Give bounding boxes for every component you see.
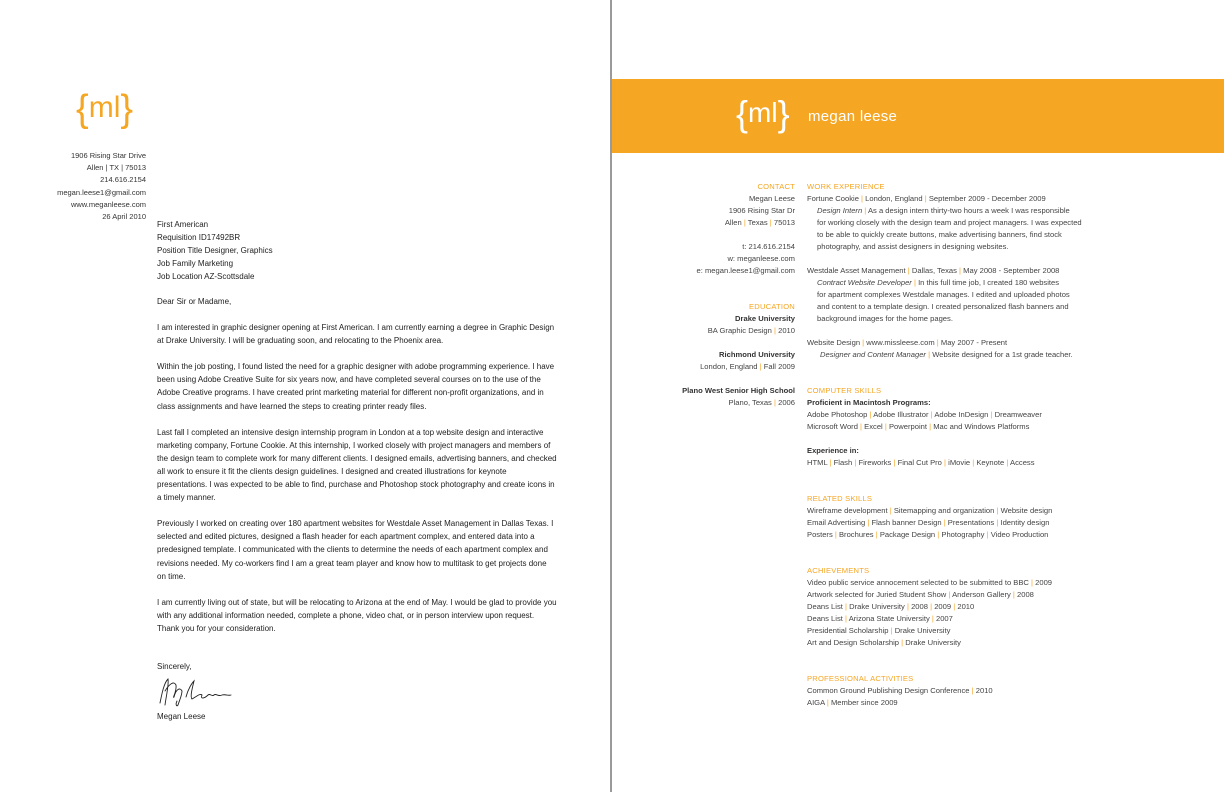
letter-date: 26 April 2010: [102, 212, 146, 222]
address-city: Allen | TX | 75013: [86, 163, 146, 173]
section-heading: RELATED SKILLS: [807, 494, 873, 503]
school-detail: London, England | Fall 2009: [700, 362, 795, 371]
address-phone: 214.616.2154: [100, 175, 146, 185]
skills-label: Proficient in Macintosh Programs:: [807, 398, 931, 407]
related-skills-section: [807, 493, 1107, 541]
achievement-item: Artwork selected for Juried Student Show | Anderson Gallery | 2008: [807, 590, 1034, 599]
address-email: megan.leese1@gmail.com: [57, 187, 146, 197]
recipient-line: Position Title Designer, Graphics: [157, 246, 273, 255]
resume-name: megan leese: [808, 108, 898, 125]
recipient-line: First American: [157, 220, 209, 229]
skills-line: Email Advertising | Flash banner Design | Presentations | Identity design: [807, 518, 1050, 527]
section-heading: CONTACT: [757, 182, 795, 191]
skills-label: Experience in:: [807, 446, 859, 455]
signature-image: [156, 675, 236, 709]
activity-item: AIGA | Member since 2009: [807, 698, 898, 707]
closing: Sincerely,: [157, 662, 192, 671]
salutation: Dear Sir or Madame,: [157, 297, 232, 306]
job-entry: Website Design | www.missleese.com | May 2007 - Present Designer and Content Manager | Website designed for a 1st grade teacher.: [807, 338, 1073, 359]
skills-line: HTML | Flash | Fireworks | Final Cut Pro | iMovie | Keynote | Access: [807, 458, 1035, 467]
work-experience-section: [807, 181, 1097, 373]
cover-letter-logo: {ml}: [76, 88, 134, 130]
school-name: Plano West Senior High School: [682, 386, 795, 395]
letter-paragraph: Last fall I completed an intensive design internship program in London at a top website design and interactive marketing company, Fortune Cookie. At this internship, I worked closely with project managers and members of the design team to complete work for many different clients. I designed emails, advertising banners, and checked all work to ensure it fit the clients design guidelines. I designed and created illustrations for keynote presentations. I was expected to be able to find, purchase and Photoshop stock photography and create icons in a timely manner.: [157, 427, 557, 503]
job-entry: Fortune Cookie | London, England | September 2009 - December 2009 Design Intern | As a design intern thirty-two hours a week I was responsible for working closely with the design team and project managers. I was expected to be able to quickly create buttons, make advertising banners, find stock photography, and assist designers in designing websites.: [807, 194, 1082, 251]
achievement-item: Deans List | Drake University | 2008 | 2009 | 2010: [807, 602, 975, 611]
letter-paragraph: Previously I worked on creating over 180 apartment websites for Westdale Asset Management in Dallas Texas. I selected and edited pictures, designed a flash header for each apartment complex, and entered data into a predesigned template. I communicated with the clients to determine the needs of each apartment complex and revisions needed. My co-workers find I am a great team player and know how to multitask to get projects done on time.: [157, 519, 554, 581]
achievement-item: Art and Design Scholarship | Drake University: [807, 638, 961, 647]
contact-name: Megan Leese: [748, 194, 795, 203]
recipient-line: Job Location AZ-Scottsdale: [157, 272, 255, 281]
computer-skills-section: [807, 385, 1107, 469]
letter-paragraph: I am interested in graphic designer opening at First American. I am currently earning a degree in Graphic Design at Drake University. I will be graduating soon, and relocating to the Phoenix area.: [157, 323, 555, 346]
contact-email: e: megan.leese1@gmail.com: [696, 266, 795, 275]
recipient-line: Job Family Marketing: [157, 259, 234, 268]
school-name: Drake University: [735, 314, 795, 323]
sender-address: [20, 150, 146, 223]
resume-logo: {ml}: [736, 93, 790, 134]
contact-phone: t: 214.616.2154: [742, 242, 795, 251]
section-heading: WORK EXPERIENCE: [807, 182, 885, 191]
letter-paragraph: Within the job posting, I found listed the need for a graphic designer with adobe programming experience. I have been using Adobe Creative Suite for six years now, and have completed several courses on to the use of the Adobe Creative programs. I have created print marketing material for different non-profit organizations, and in class assignments and have learned the steps to creating printer ready files.: [157, 362, 555, 411]
contact-web: w: meganleese.com: [727, 254, 795, 263]
section-heading: COMPUTER SKILLS: [807, 386, 882, 395]
section-heading: EDUCATION: [749, 302, 795, 311]
professional-activities-section: [807, 673, 1107, 709]
skills-line: Adobe Photoshop | Adobe Illustrator | Adobe InDesign | Dreamweaver: [807, 410, 1042, 419]
section-heading: PROFESSIONAL ACTIVITIES: [807, 674, 914, 683]
skills-line: Microsoft Word | Excel | Powerpoint | Mac and Windows Platforms: [807, 422, 1030, 431]
school-detail: Plano, Texas | 2006: [728, 398, 795, 407]
signer-name: Megan Leese: [157, 712, 206, 721]
letter-paragraph: I am currently living out of state, but will be relocating to Arizona at the end of May. I would be glad to provide you with any additional information needed, complete a phone, video chat, or in person interview upon request. Thank you for your consideration.: [157, 597, 557, 633]
achievements-section: [807, 565, 1107, 649]
contact-city: Allen | Texas | 75013: [724, 218, 795, 227]
school-detail: BA Graphic Design | 2010: [707, 326, 795, 335]
section-heading: ACHIEVEMENTS: [807, 566, 870, 575]
address-website: www.meganleese.com: [70, 199, 146, 209]
job-entry: Westdale Asset Management | Dallas, Texas | May 2008 - September 2008 Contract Website Developer | In this full time job, I created 180 websites for apartment complexes Westdale manages. I edited and uploaded photos and content to a template design. I created personalized flash banners and background images for the home pages.: [807, 266, 1070, 323]
achievement-item: Presidential Scholarship | Drake University: [807, 626, 951, 635]
contact-street: 1906 Rising Star Dr: [728, 206, 795, 215]
recipient-block: [157, 218, 273, 283]
achievement-item: Deans List | Arizona State University | 2007: [807, 614, 953, 623]
recipient-line: Requisition ID17492BR: [157, 233, 241, 242]
education-section: [640, 301, 795, 409]
skills-line: Posters | Brochures | Package Design | Photography | Video Production: [807, 530, 1049, 539]
achievement-item: Video public service annocement selected to be submitted to BBC | 2009: [807, 578, 1053, 587]
address-street: 1906 Rising Star Drive: [70, 151, 146, 160]
letter-body: [157, 295, 557, 648]
school-name: Richmond University: [719, 350, 795, 359]
skills-line: Wireframe development | Sitemapping and organization | Website design: [807, 506, 1053, 515]
activity-item: Common Ground Publishing Design Conference | 2010: [807, 686, 993, 695]
resume-header-band: [612, 79, 1224, 153]
contact-section: [640, 181, 795, 277]
